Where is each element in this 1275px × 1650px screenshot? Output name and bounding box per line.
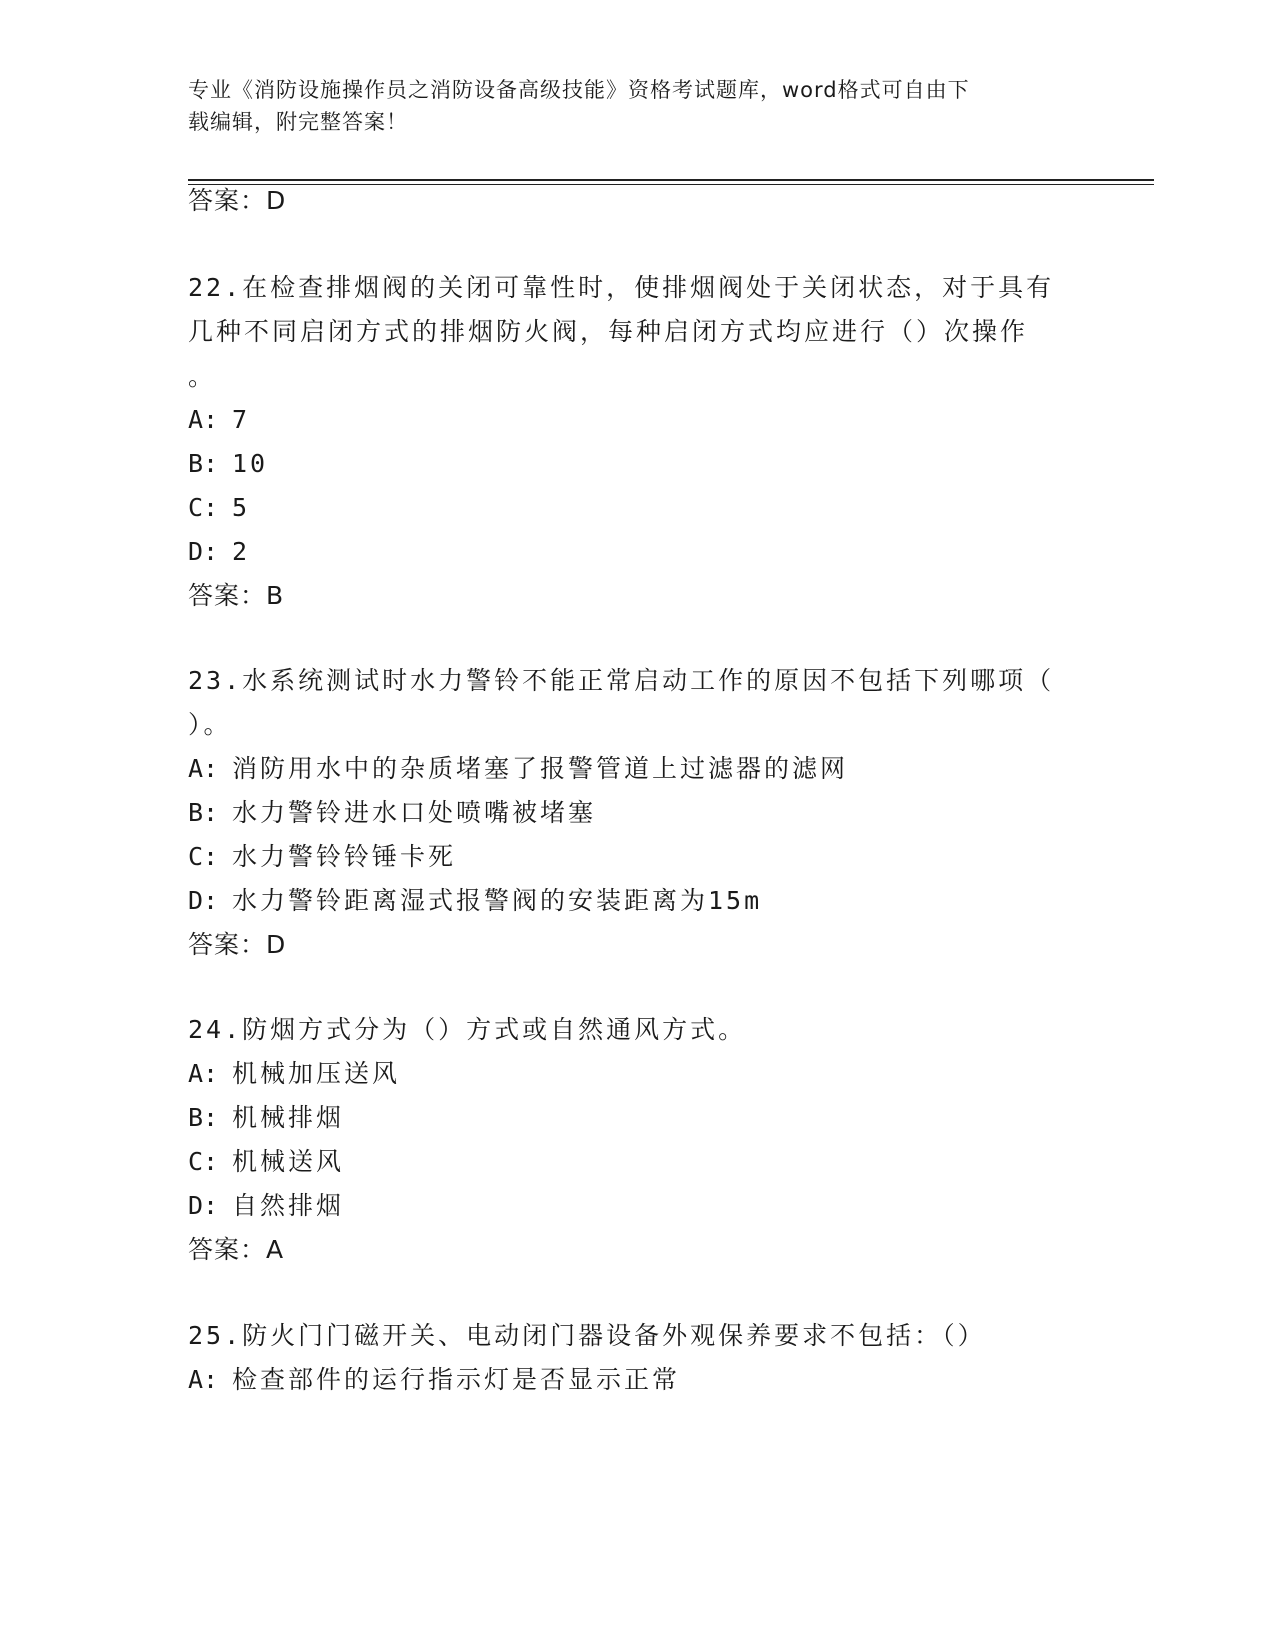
question-24-option-a <box>188 1057 400 1091</box>
question-23-line-2: ）。 <box>188 710 232 739</box>
option-text: 7 <box>232 405 251 434</box>
question-23-option-a <box>188 752 848 786</box>
question-22-line-3: 。 <box>188 362 217 391</box>
header-line-2: 载编辑，附完整答案！ <box>188 110 408 134</box>
question-24-line-1: 24.防烟方式分为（）方式或自然通风方式。 <box>188 1015 747 1044</box>
question-22-option-c <box>188 491 250 525</box>
option-text: 机械送风 <box>232 1147 345 1176</box>
question-22-line-2: 几种不同启闭方式的排烟防火阀，每种启闭方式均应进行（）次操作 <box>188 317 1029 346</box>
header-divider-thick <box>188 179 1154 181</box>
option-text: 水力警铃铃锤卡死 <box>232 842 457 871</box>
question-22-answer: 答案：B <box>188 581 285 610</box>
option-label: C: <box>188 493 219 522</box>
option-label: D: <box>188 886 219 915</box>
option-label: D: <box>188 1191 219 1220</box>
option-text: 消防用水中的杂质堵塞了报警管道上过滤器的滤网 <box>232 754 849 783</box>
option-text: 检查部件的运行指示灯是否显示正常 <box>232 1365 681 1394</box>
option-label: B: <box>188 1103 219 1132</box>
question-24-option-c <box>188 1145 344 1179</box>
header-line-1: 专业《消防设施操作员之消防设备高级技能》资格考试题库，word格式可自由下 <box>188 78 970 102</box>
option-text: 2 <box>232 537 251 566</box>
question-23-option-c <box>188 840 456 874</box>
option-text: 10 <box>232 449 269 478</box>
question-22-line-1: 22.在检查排烟阀的关闭可靠性时，使排烟阀处于关闭状态，对于具有 <box>188 273 1055 302</box>
question-22-option-b <box>188 447 268 481</box>
option-label: A: <box>188 405 219 434</box>
question-23-line-1: 23.水系统测试时水力警铃不能正常启动工作的原因不包括下列哪项（ <box>188 666 1055 695</box>
option-text: 自然排烟 <box>232 1191 345 1220</box>
option-label: B: <box>188 449 219 478</box>
question-25-line-1: 25.防火门门磁开关、电动闭门器设备外观保养要求不包括：（） <box>188 1321 986 1350</box>
question-24-answer: 答案：A <box>188 1235 285 1264</box>
header-divider-thin <box>188 184 1154 185</box>
option-label: A: <box>188 754 219 783</box>
option-text: 机械加压送风 <box>232 1059 401 1088</box>
question-23-option-d <box>188 884 762 918</box>
question-22-option-d <box>188 535 250 569</box>
option-text: 水力警铃距离湿式报警阀的安装距离为15m <box>232 886 763 915</box>
document-header <box>188 74 1088 138</box>
option-label: A: <box>188 1059 219 1088</box>
option-label: D: <box>188 537 219 566</box>
option-label: C: <box>188 1147 219 1176</box>
question-24-option-b <box>188 1101 344 1135</box>
option-text: 5 <box>232 493 251 522</box>
question-22-option-a <box>188 403 250 437</box>
option-text: 水力警铃进水口处喷嘴被堵塞 <box>232 798 597 827</box>
question-25-option-a <box>188 1363 680 1397</box>
previous-answer: 答案：D <box>188 186 287 215</box>
question-23-answer: 答案：D <box>188 930 287 959</box>
option-label: C: <box>188 842 219 871</box>
option-text: 机械排烟 <box>232 1103 345 1132</box>
question-24-option-d <box>188 1189 344 1223</box>
option-label: B: <box>188 798 219 827</box>
question-23-option-b <box>188 796 596 830</box>
option-label: A: <box>188 1365 219 1394</box>
